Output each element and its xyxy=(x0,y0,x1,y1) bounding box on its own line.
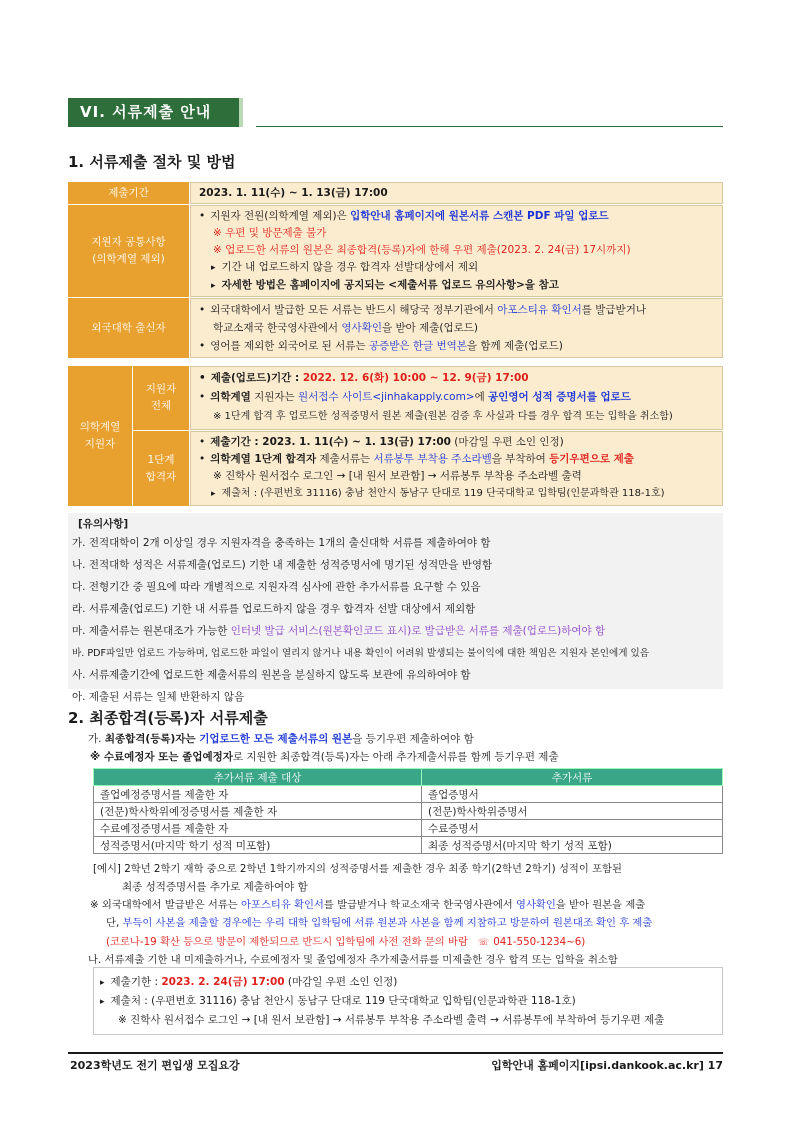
medical-all-line-1: • 제출(업로드)기간 : 2022. 12. 6(화) 10:00 ~ 12. 9(금) 17:00 xyxy=(199,369,714,388)
foreign-line-1: • 외국대학에서 발급한 모든 서류는 반드시 해당국 정부기관에서 아포스티유 확인서를 발급받거나 xyxy=(199,301,714,319)
foreign-note-2: 단, 부득이 사본을 제출할 경우에는 우리 대학 입학팀에 서류 원본과 사본을 함께 지참하고 방문하여 원본대조 확인 후 제출 xyxy=(106,917,653,929)
foreign-line-2: 학교소재국 한국영사관에서 영사확인을 받아 제출(업로드) xyxy=(213,322,478,334)
caution-title: [유의사항] xyxy=(78,518,129,530)
medical-all-line-2: • 의학계열 지원자는 원서접수 사이트<jinhakapply.com>에 공인영어 성적 증명서를 업로드 xyxy=(199,388,714,407)
caution-item-5: 마. 제출서류는 원본대조가 가능한 인터넷 발급 서비스(원본확인코드 표시)로 발급받은 서류를 제출(업로드)하여야 함 xyxy=(72,625,606,637)
label-medical-all xyxy=(133,366,189,430)
medical-pass-line-2: • 의학계열 1단계 합격자 제출서류는 서류봉투 부착용 주소라벨을 부착하여 등기우편으로 제출 xyxy=(199,451,714,468)
footer-page: 입학안내 홈페이지[ipsi.dankook.ac.kr] 17 xyxy=(491,1059,723,1072)
label-common-line2: (의학계열 제외) xyxy=(92,253,165,265)
period-value: 2023. 1. 11(수) ~ 1. 13(금) 17:00 xyxy=(190,182,723,204)
medical-pass-line-4: ▸ 제출처 : (우편번호 31116) 충남 천안시 동남구 단대로 119 단국대학교 입학팀(인문과학관 118-1호) xyxy=(199,485,714,503)
caution-item-7: 사. 서류제출기간에 업로드한 제출서류의 원본을 분실하지 않도록 보관에 유의하여야 함 xyxy=(72,669,471,681)
caution-item-2: 나. 전적대학 성적은 서류제출(업로드) 기한 내 제출한 성적증명서에 명기된 성적만을 반영함 xyxy=(72,559,493,571)
table-row xyxy=(94,820,723,837)
section-divider xyxy=(256,126,723,127)
submission-note: ※ 진학사 원서접수 로그인 → [내 원서 보관함] → 서류봉투 부착용 주소라벨 출력 → 서류봉투에 부착하여 등기우편 제출 xyxy=(118,1014,665,1026)
part2-line-3: 나. 서류제출 기한 내 미제출하거나, 수료예정자 및 졸업예정자 추가제출서류를 미제출한 경우 합격 또는 입학을 취소함 xyxy=(88,954,618,966)
part1-heading: 1. 서류제출 절차 및 방법 xyxy=(68,153,236,171)
foreign-note-1: ※ 외국대학에서 발급받은 서류는 아포스티유 확인서를 발급받거나 학교소재국 한국영사관에서 영사확인을 받아 원본을 제출 xyxy=(90,899,646,911)
common-line-3: ※ 업로드한 서류의 원본은 최종합격(등록)자에 한해 우편 제출(2023. 2. 24(금) 17시까지) xyxy=(213,244,631,256)
foreign-note-3: (코로나-19 확산 등으로 방문이 제한되므로 반드시 입학팀에 사전 전화 문의 바람 ☏ 041-550-1234~6) xyxy=(106,936,586,948)
table-cell: (전문)학사학위예정증명서를 제출한 자 xyxy=(94,803,422,820)
label-medical-pass-line1: 1단계 xyxy=(147,453,175,466)
table-row xyxy=(94,837,723,854)
label-medical-pass xyxy=(133,431,189,506)
part2-line-1: 가. 최종합격(등록)자는 기업로드한 모든 제출서류의 원본을 등기우편 제출하여야 함 xyxy=(88,733,474,745)
label-medical-all-line2: 전체 xyxy=(150,400,172,412)
table-cell: 수료예정증명서를 제출한 자 xyxy=(94,820,422,837)
common-line-5: ▸ 자세한 방법은 홈페이지에 공지되는 <제출서류 업로드 유의사항>을 참고 xyxy=(199,277,714,295)
part2-line-2: ※ 수료예정자 또는 졸업예정자로 지원한 최종합격(등록)자는 아래 추가제출서류를 함께 등기우편 제출 xyxy=(90,751,559,763)
caution-item-1: 가. 전적대학이 2개 이상일 경우 지원자격을 충족하는 1개의 출신대학 서류를 제출하여야 함 xyxy=(72,537,491,549)
label-period: 제출기간 xyxy=(68,182,189,204)
section-title: VI. 서류제출 안내 xyxy=(68,98,243,127)
medical-pass-line-1: • 제출기간 : 2023. 1. 11(수) ~ 1. 13(금) 17:00 (마감일 우편 소인 인정) xyxy=(199,434,714,451)
label-medical xyxy=(68,366,132,506)
label-common xyxy=(68,205,189,297)
medical-pass-cell xyxy=(190,431,723,506)
table-cell: 졸업예정증명서를 제출한 자 xyxy=(94,786,422,803)
table-row xyxy=(94,786,723,803)
additional-docs-table xyxy=(93,768,723,854)
table-header-row xyxy=(94,769,723,786)
caution-item-4: 라. 서류제출(업로드) 기한 내 서류를 업로드하지 않을 경우 합격자 선발 대상에서 제외함 xyxy=(72,603,476,615)
table-cell: 졸업증명서 xyxy=(422,786,723,803)
phone-icon: ☏ xyxy=(477,938,490,948)
table-row xyxy=(94,803,723,820)
example-line-1: [예시] 2학년 2학기 재학 중으로 2학년 1학기까지의 성적증명서를 제출한 경우 최종 학기(2학년 2학기) 성적이 포함된 xyxy=(93,863,622,875)
caution-item-8: 아. 제출된 서류는 일체 반환하지 않음 xyxy=(72,691,245,703)
table-cell: 수료증명서 xyxy=(422,820,723,837)
table-cell: 최종 성적증명서(마지막 학기 성적 포함) xyxy=(422,837,723,854)
footer-title: 2023학년도 전기 편입생 모집요강 xyxy=(70,1059,240,1072)
example-line-2: 최종 성적증명서를 추가로 제출하여야 함 xyxy=(122,881,308,893)
label-foreign: 외국대학 출신자 xyxy=(68,298,189,358)
table-header-docs: 추가서류 xyxy=(422,769,723,786)
foreign-cell xyxy=(190,298,723,358)
label-medical-pass-line2: 합격자 xyxy=(145,470,177,483)
caution-item-6: 바. PDF파일만 업로드 가능하며, 업로드한 파일이 열리지 않거나 내용 확인이 어려워 발생되는 불이익에 대한 책임은 지원자 본인에게 있음 xyxy=(72,648,650,659)
common-line-1: • 지원자 전원(의학계열 제외)은 입학안내 홈페이지에 원본서류 스캔본 PDF 파일 업로드 xyxy=(199,208,714,225)
label-medical-line2: 지원자 xyxy=(84,438,116,450)
table-cell: (전문)학사학위증명서 xyxy=(422,803,723,820)
common-cell xyxy=(190,205,723,297)
common-line-2: ※ 우편 및 방문제출 불가 xyxy=(213,227,327,239)
submission-address: ▸ 제출처 : (우편번호 31116) 충남 천안시 동남구 단대로 119 단국대학교 입학팀(인문과학관 118-1호) xyxy=(96,993,576,1008)
label-medical-all-line1: 지원자 xyxy=(145,383,177,395)
label-common-line1: 지원자 공통사항 xyxy=(91,236,166,248)
caution-item-3: 다. 전형기간 중 필요에 따라 개별적으로 지원자격 심사에 관한 추가서류를 요구할 수 있음 xyxy=(72,581,481,593)
table-cell: 성적증명서(마지막 학기 성적 미포함) xyxy=(94,837,422,854)
submission-deadline: ▸ 제출기한 : 2023. 2. 24(금) 17:00 (마감일 우편 소인 인정) xyxy=(96,974,397,989)
label-medical-line1: 의학계열 xyxy=(79,421,121,433)
table-header-target: 추가서류 제출 대상 xyxy=(94,769,422,786)
common-line-4: ▸ 기간 내 업로드하지 않을 경우 합격자 선발대상에서 제외 xyxy=(199,259,714,277)
medical-pass-line-3: ※ 진학사 원서접수 로그인 → [내 원서 보관함] → 서류봉투 부착용 주소라벨 출력 xyxy=(213,470,582,482)
foreign-line-3: • 영어를 제외한 외국어로 된 서류는 공증받은 한글 번역본을 함께 제출(업로드) xyxy=(199,337,714,355)
medical-all-cell xyxy=(190,366,723,430)
footer-divider xyxy=(68,1052,723,1054)
part2-heading: 2. 최종합격(등록)자 서류제출 xyxy=(68,709,268,727)
medical-all-line-3: ※ 1단계 합격 후 업로드한 성적증명서 원본 제출(원본 검증 후 사실과 다를 경우 합격 또는 입학을 취소함) xyxy=(213,411,673,422)
